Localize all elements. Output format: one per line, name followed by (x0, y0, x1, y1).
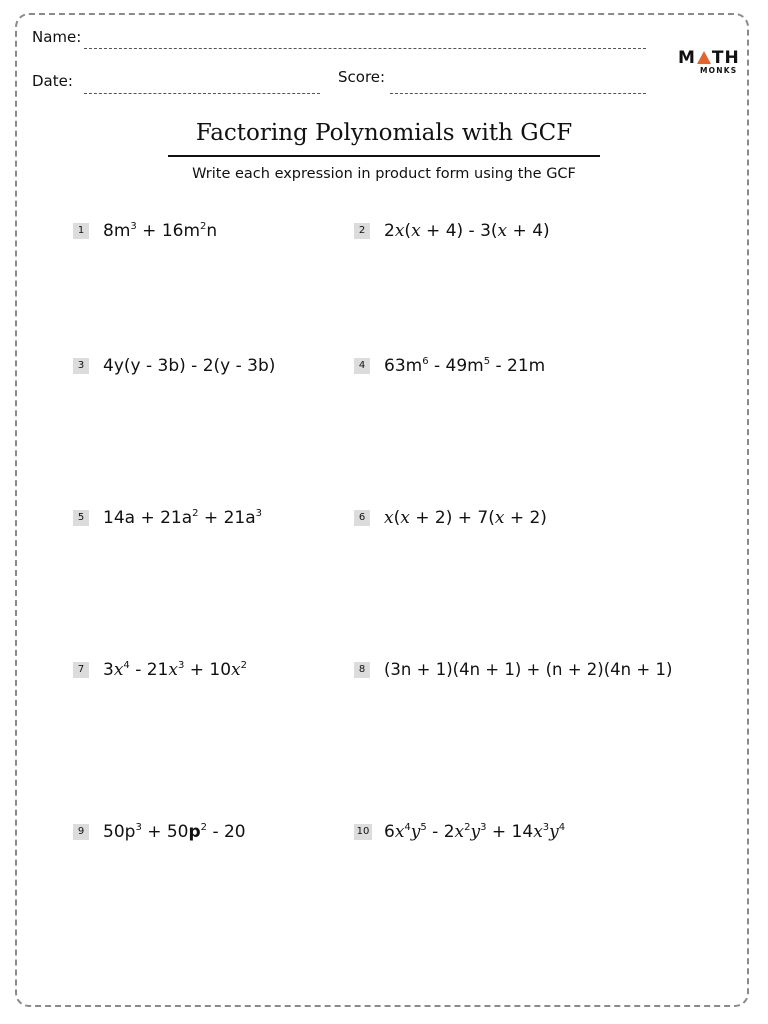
logo-triangle-icon (697, 51, 711, 64)
date-label: Date: (32, 72, 73, 90)
problem-expression: $6x^4y^5 - 2x^2y^3 + 14x^3y^4$ (384, 822, 566, 842)
problem-expression: $50p^3 + 50p^2 - 20$ (103, 822, 246, 842)
problem-expression: x(x + 2) + 7(x + 2) (384, 508, 547, 528)
problem-number: 5 (73, 510, 89, 526)
problem-expression: 2x(x + 4) - 3(x + 4) (384, 221, 550, 241)
title-underline (168, 155, 600, 157)
problem-number: 9 (73, 824, 89, 840)
problem-expression: $14a + 21a^2 + 21a^3$ (103, 508, 263, 528)
problem-number: 2 (354, 223, 370, 239)
problem-expression: (3n + 1)(4n + 1) + (n + 2)(4n + 1) (384, 660, 673, 679)
name-line (84, 48, 646, 49)
problem-expression: 4y(y - 3b) - 2(y - 3b) (103, 356, 276, 376)
problem-number: 1 (73, 223, 89, 239)
problem-number: 7 (73, 662, 89, 678)
problem-expression: $63m^6 - 49m^5 - 21m$ (384, 356, 546, 376)
problem-expression: $8m^3 + 16m^2n$ (103, 221, 218, 241)
math-monks-logo (678, 48, 742, 82)
worksheet-title: Factoring Polynomials with GCF (195, 120, 573, 146)
problem-number: 3 (73, 358, 89, 374)
problem-number: 8 (354, 662, 370, 678)
date-line (84, 93, 320, 94)
problem-number: 6 (354, 510, 370, 526)
logo-subtext: MONKS (700, 66, 738, 75)
logo-wordmark: M TH (678, 48, 740, 68)
score-line (390, 93, 646, 94)
name-label: Name: (32, 28, 82, 46)
worksheet-instructions: Write each expression in product form using the GCF (192, 166, 576, 182)
problem-number: 4 (354, 358, 370, 374)
problem-expression: $3x^4 - 21x^3 + 10x^2$ (103, 660, 247, 680)
problem-number: 10 (354, 824, 372, 840)
score-label: Score: (338, 68, 386, 86)
